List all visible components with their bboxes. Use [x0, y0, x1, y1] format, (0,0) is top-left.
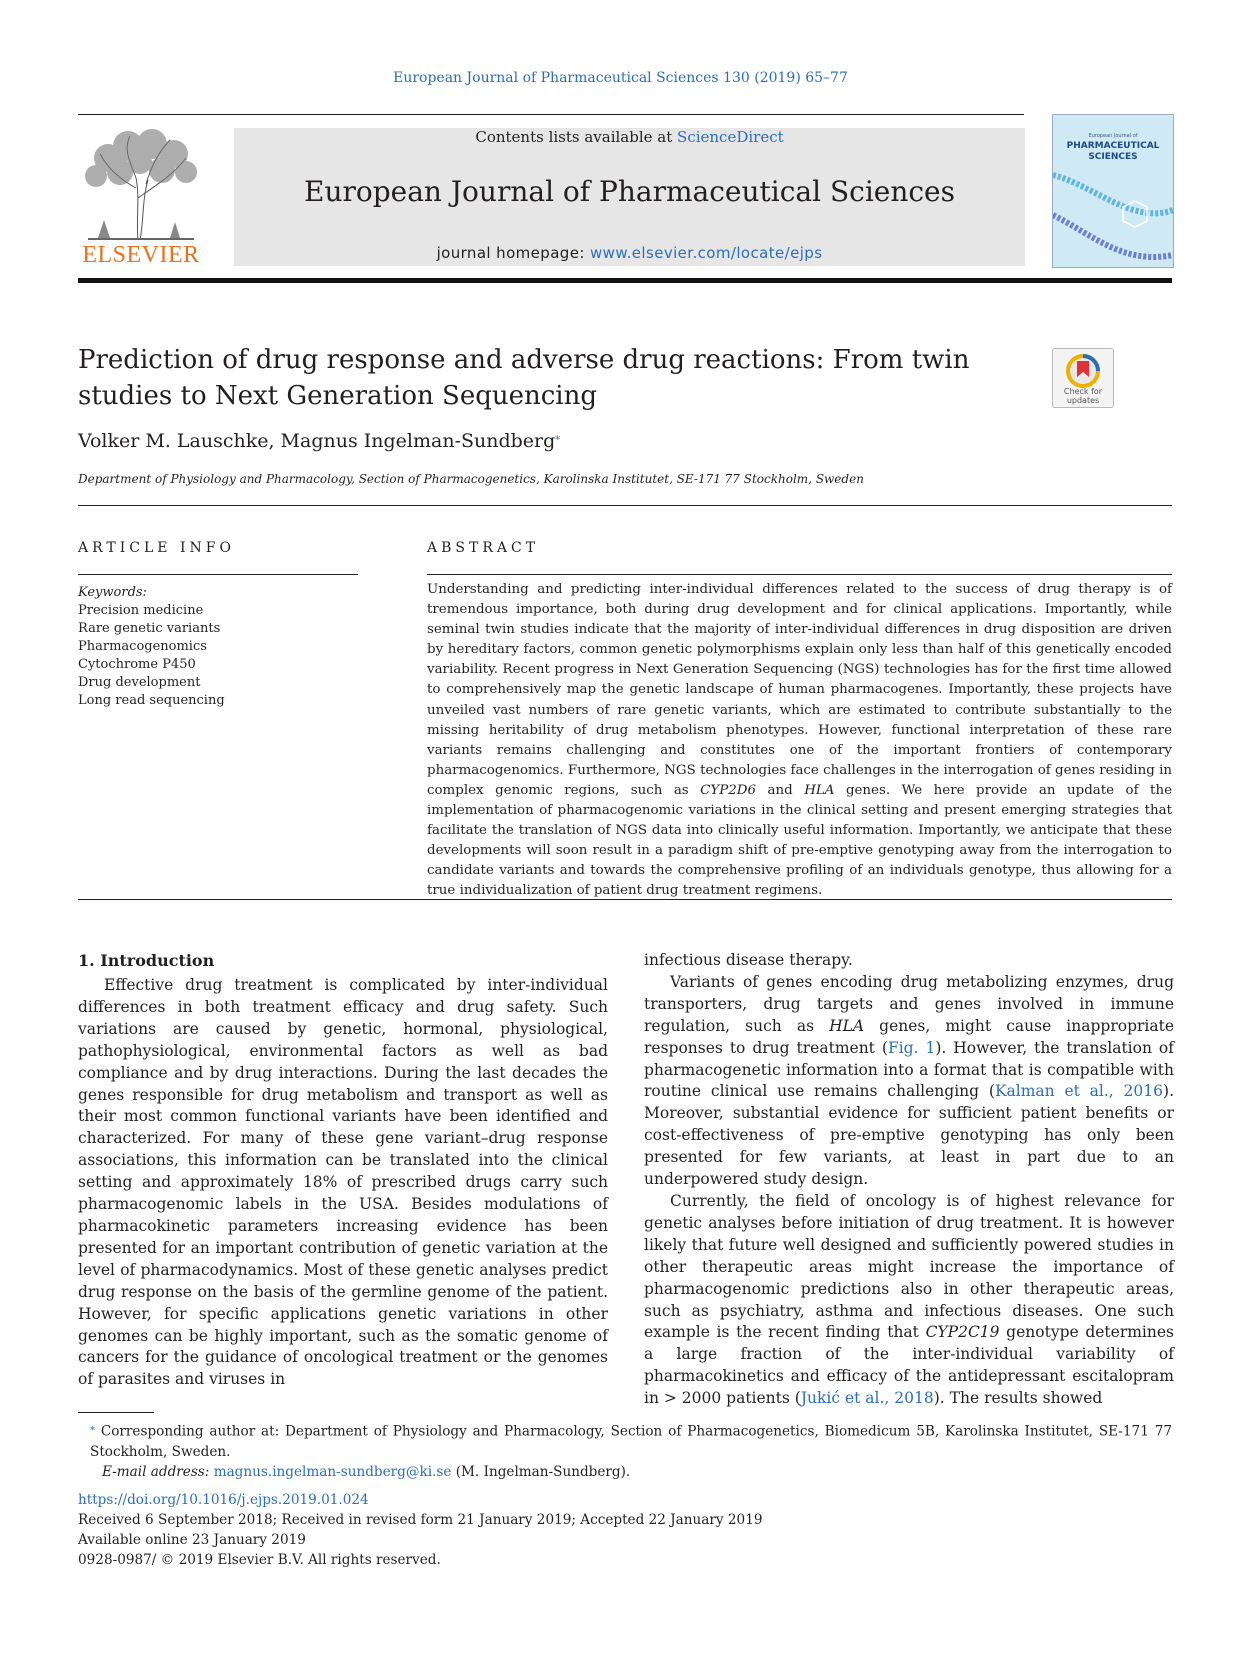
keyword-item: Cytochrome P450 — [78, 657, 196, 672]
variants-text-b: genes, might cause inappropriate responses to drug treatment ( — [644, 1016, 1174, 1057]
keyword-item: Pharmacogenomics — [78, 639, 207, 654]
abstract-divider — [427, 574, 1172, 575]
abstract-end-divider — [78, 899, 1172, 900]
keyword-item: Long read sequencing — [78, 693, 225, 708]
variants-paragraph — [644, 972, 1174, 1191]
check-updates-label: Check for updates — [1063, 387, 1103, 405]
intro-paragraph: Effective drug treatment is complicated by inter-individual differences in both treatment efficacy and drug safety. Such variations are caused by genetic, hormonal, physiological, pathophysiological, environmental factors as well as bad compliance and by drug interactions. During the last decades the genes responsible for drug metabolism and transport as well as their most common functional variants have been identified and characterized. For many of these gene variant–drug response associations, this information can be translated into the clinical setting and approximately 18% of prescribed drugs carry such pharmacogenomic labels in the USA. Besides modulations of pharmacokinetic parameters increasing evidence has been presented for an important contribution of genetic variation at the level of pharmacodynamics. Most of these genetic analyses predict drug response on the basis of the germline genome of the patient. However, for specific applications genetic variations in other genomes can be highly important, such as the somatic genome of cancers for the guidance of oncological treatment or the genomes of parasites and viruses in — [78, 976, 608, 1389]
copyright-line: 0928-0987/ © 2019 Elsevier B.V. All rights reserved. — [78, 1552, 441, 1568]
sciencedirect-link[interactable]: ScienceDirect — [677, 128, 784, 146]
article-title: Prediction of drug response and adverse drug reactions: From twin studies to Next Generation Sequencing — [78, 345, 970, 411]
elsevier-wordmark: ELSEVIER — [82, 242, 200, 268]
body-column-right — [644, 950, 1174, 1410]
keywords-divider — [78, 574, 358, 575]
author-list — [78, 430, 560, 452]
continued-text: infectious disease therapy. — [644, 951, 853, 969]
introduction-heading: 1. Introduction — [78, 951, 215, 970]
check-updates-icon — [1053, 351, 1113, 391]
cover-small-text: European Journal of — [1088, 133, 1138, 139]
body-column-left — [78, 975, 608, 1391]
cover-artwork — [1053, 115, 1173, 267]
keyword-item: Precision medicine — [78, 603, 204, 618]
abstract-heading: ABSTRACT — [427, 540, 540, 556]
footnote-email-line — [78, 1462, 1172, 1482]
variants-text-d: ). Moreover, substantial evidence for sufficient patient benefits or cost-effectiveness of pre-emptive genotyping has only been presented for few variants, at least in part due to an underpowered study design. — [644, 1082, 1174, 1189]
abstract-part-2: genes. We here provide an update of the implementation of pharmacogenomic variations in the clinical setting and present emerging strategies that facilitate the translation of NGS data into clinically useful information. Importantly, we anticipate that these developments will soon result in a paradigm shift of pre-emptive genotyping away from the interrogation to candidate variants and towards the comprehensive profiling of an individuals genotype, thus allowing for a true individualization of patient drug treatment regimens. — [427, 782, 1172, 899]
homepage-prefix: journal homepage: — [436, 244, 590, 262]
variants-text-a: Variants of genes encoding drug metabolizing enzymes, drug transporters, drug targets and genes involved in immune regulation, such as — [644, 972, 1174, 1035]
footnote-text: Corresponding author at: Department of Physiology and Pharmacology, Section of Pharmacogenetics, Biomedicum 5B, Karolinska Institutet, SE-171 77 Stockholm, Sweden. — [90, 1423, 1172, 1460]
gene-cyp2d6: CYP2D6 — [700, 782, 757, 798]
available-online: Available online 23 January 2019 — [78, 1532, 306, 1548]
oncology-text-a: Currently, the field of oncology is of highest relevance for genetic analyses before initiation of drug treatment. It is however likely that future well designed and sufficiently powered studies in other therapeutic areas might increase the importance of pharmacogenomic predictions also in other therapeutic areas, such as psychiatry, asthma and infectious diseases. One such example is the recent finding that — [644, 1191, 1174, 1342]
oncology-text-c: ). The results showed — [933, 1389, 1103, 1408]
top-divider — [78, 114, 1024, 115]
contents-line — [234, 128, 1025, 146]
figure-1-link[interactable]: Fig. 1 — [887, 1038, 936, 1057]
journal-cover-image[interactable] — [1052, 114, 1174, 268]
publication-info — [78, 1490, 763, 1570]
abstract-part-1: Understanding and predicting inter-individual differences related to the success of drug therapy is of tremendous importance, both during drug development and for clinical applications. Importantly, while seminal twin studies indicate that the majority of inter-individual differences in drug disposition are driven by hereditary factors, common genetic polymorphisms explain only less than half of this genetically encoded variability. Recent progress in Next Generation Sequencing (NGS) technologies has for the first time allowed to comprehensively map the genetic landscape of human pharmacogenes. Importantly, these projects have unveiled vast numbers of rare genetic variants, which are estimated to contribute substantially to the missing heritability of drug metabolism phenotypes. However, functional interpretation of these rare variants remains challenging and constitutes one of the important frontiers of contemporary pharmacogenomics. Furthermore, NGS technologies face challenges in the interrogation of genes residing in complex genomic regions, such as — [427, 582, 1172, 798]
kalman-reference-link[interactable]: Kalman et al., 2016 — [994, 1082, 1164, 1101]
oncology-paragraph — [644, 1191, 1174, 1410]
gene-hla-body: HLA — [829, 1016, 865, 1035]
abstract-and: and — [756, 782, 805, 798]
article-info-heading: ARTICLE INFO — [78, 540, 235, 556]
header-thick-divider — [78, 278, 1172, 283]
abstract-text — [427, 580, 1172, 902]
email-label: E-mail address: — [102, 1463, 214, 1480]
homepage-line — [234, 244, 1025, 262]
gene-hla: HLA — [804, 782, 835, 798]
keywords-label: Keywords: — [78, 585, 147, 600]
author-affiliation: Department of Physiology and Pharmacology, Section of Pharmacogenetics, Karolinska Institutet, SE-171 77 Stockholm, Sweden — [78, 472, 864, 486]
journal-title: European Journal of Pharmaceutical Sciences — [304, 175, 955, 208]
cover-title-text: PHARMACEUTICAL SCIENCES — [1066, 141, 1160, 162]
journal-homepage-link[interactable]: www.elsevier.com/locate/ejps — [589, 244, 823, 262]
email-suffix: (M. Ingelman-Sundberg). — [451, 1463, 631, 1480]
footnote-divider — [78, 1412, 154, 1413]
author-names: Volker M. Lauschke, Magnus Ingelman-Sundberg — [78, 430, 556, 452]
contents-prefix: Contents lists available at — [475, 128, 678, 146]
footnote-address — [78, 1418, 1172, 1462]
author-email-link[interactable]: magnus.ingelman-sundberg@ki.se — [213, 1463, 452, 1480]
oncology-text-b: genotype determines a large fraction of the inter-individual variability of pharmacokinetics and efficacy of the antidepressant escitalopram in > 2000 patients ( — [644, 1323, 1174, 1408]
received-dates: Received 6 September 2018; Received in revised form 21 January 2019; Accepted 22 January 2019 — [78, 1512, 763, 1528]
keyword-item: Rare genetic variants — [78, 621, 221, 636]
corresponding-author-footnote — [78, 1418, 1172, 1482]
corresponding-author-marker[interactable]: ⁎ — [555, 431, 561, 443]
section-divider — [78, 505, 1172, 506]
variants-text-c: ). However, the translation of pharmacogenetic information into a format that is compatible with routine clinical use remains challenging ( — [644, 1038, 1174, 1101]
keywords-block — [78, 584, 358, 710]
gene-cyp2c19: CYP2C19 — [925, 1323, 1000, 1342]
doi-link[interactable]: https://doi.org/10.1016/j.ejps.2019.01.024 — [78, 1492, 369, 1508]
jukic-reference-link[interactable]: Jukić et al., 2018 — [800, 1389, 934, 1408]
check-for-updates-button[interactable] — [1052, 348, 1114, 408]
footnote-marker: ⁎ — [90, 1422, 95, 1433]
journal-citation-link[interactable]: European Journal of Pharmaceutical Sciences 130 (2019) 65–77 — [393, 70, 848, 86]
keyword-item: Drug development — [78, 675, 201, 690]
